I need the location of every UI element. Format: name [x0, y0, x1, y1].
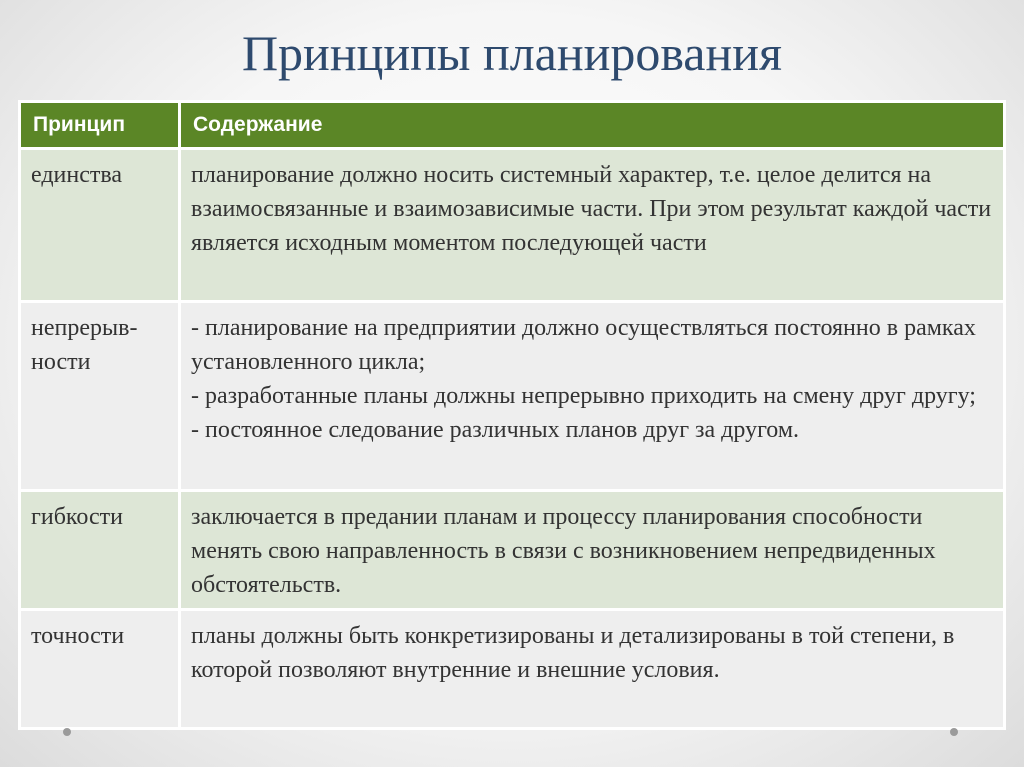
decor-dot-left	[63, 728, 71, 736]
content-cell: планирование должно носить системный характер, т.е. целое делится на взаимосвязанные и взаимозависимые части. При этом результат каждой части является исходным моментом последующей части	[180, 149, 1005, 302]
principle-cell	[20, 302, 180, 491]
table-row	[20, 610, 1005, 729]
content-cell: заключается в предании планам и процессу планирования способности менять свою направленность в связи с возникновением непредвиденных обстоятельств.	[180, 491, 1005, 610]
header-content: Содержание	[180, 102, 1005, 149]
principles-table	[18, 100, 1006, 730]
slide-title: Принципы планирования	[241, 25, 783, 81]
table-row	[20, 302, 1005, 491]
principle-text: непрерыв-ности	[31, 315, 138, 375]
principle-cell: единства	[20, 149, 180, 302]
header-principle: Принцип	[20, 102, 180, 149]
principle-cell: точности	[20, 610, 180, 729]
table-row	[20, 491, 1005, 610]
content-cell: планы должны быть конкретизированы и детализированы в той степени, в которой позволяют внутренние и внешние условия.	[180, 610, 1005, 729]
principle-cell: гибкости	[20, 491, 180, 610]
table-row	[20, 149, 1005, 302]
table-header-row	[20, 102, 1005, 149]
decor-dot-right	[950, 728, 958, 736]
content-cell: - планирование на предприятии должно осуществляться постоянно в рамках установленного цикла; - разработанные планы должны непрерывно приходить на смену друг другу; - постоянное следование различных планов друг за другом.	[180, 302, 1005, 491]
